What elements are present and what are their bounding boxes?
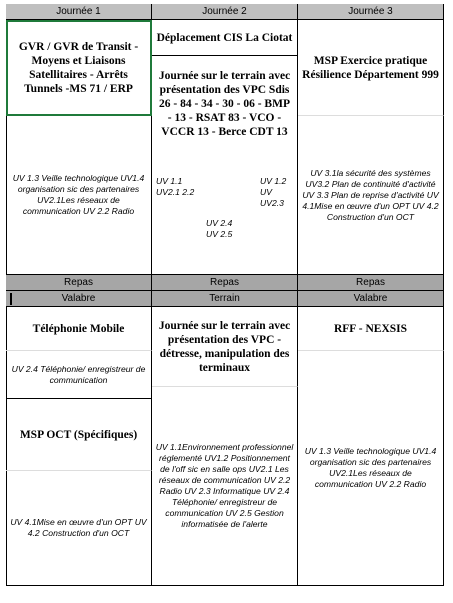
day2-morning-uv-area[interactable] [152,152,298,275]
day2-morning-uv-bottom: UV 2.4 UV 2.5 [206,218,233,239]
lieu-day1[interactable]: Valabre [6,291,152,307]
schedule-sheet [6,4,444,586]
day2-morning-title-b[interactable]: Journée sur le terrain avec présentation des VPC Sdis 26 - 84 - 34 - 30 - 06 - BMP - 13 - RSAT 83 - VCO - VCCR 13 - Berce CDT 13 [152,56,298,152]
day2-morning-title-a[interactable]: Déplacement CIS La Ciotat [152,20,298,56]
cell-cursor [10,293,12,305]
day2-afternoon-title[interactable]: Journée sur le terrain avec présentation des VPC - détresse, manipulation des terminaux [152,307,298,387]
day2-morning-uv-right: UV 1.2 UV UV2.3 [260,176,287,208]
day2-morning-uv-left: UV 1.1 UV2.1 2.2 [156,176,195,197]
header-day3[interactable]: Journée 3 [298,4,444,20]
repas-day1[interactable]: Repas [6,275,152,291]
day3-afternoon-title[interactable]: RFF - NEXSIS [298,307,444,351]
lieu-day3[interactable]: Valabre [298,291,444,307]
day1-afternoon-uv-a[interactable]: UV 2.4 Téléphonie/ enregistreur de communication [6,351,152,399]
header-day1[interactable]: Journée 1 [6,4,152,20]
day1-afternoon-title-a[interactable]: Téléphonie Mobile [6,307,152,351]
day2-afternoon-uv[interactable]: UV 1.1Environnement professionnel réglementé UV1.2 Positionnement de l'off sic en salle ops UV2.1 Les réseaux de communication UV 2.2 Radio UV 2.3 Informatique UV 2.4 Téléphonie/ enregistreur de communication UV 2.5 Gestion informatisée de l'alerte [152,387,298,586]
day3-afternoon-uv[interactable]: UV 1.3 Veille technologique UV1.4 organisation sic des partenaires UV2.1Les réseaux de communication UV 2.2 Radio [298,351,444,586]
lieu-day2[interactable]: Terrain [152,291,298,307]
day1-afternoon-title-b[interactable]: MSP OCT (Spécifiques) [6,399,152,471]
day1-afternoon-uv-b[interactable]: UV 4.1Mise en œuvre d'un OPT UV 4.2 Construction d'un OCT [6,471,152,586]
day3-morning-title[interactable]: MSP Exercice pratique Résilience Département 999 [298,20,444,116]
header-day2[interactable]: Journée 2 [152,4,298,20]
repas-day2[interactable]: Repas [152,275,298,291]
repas-day3[interactable]: Repas [298,275,444,291]
day3-morning-uv[interactable]: UV 3.1la sécurité des systèmes UV3.2 Plan de continuité d'activité UV 3.3 Plan de reprise d'activité UV 4.1Mise en œuvre d'un OPT UV 4.2 Construction d'un OCT [298,116,444,275]
day1-morning-title[interactable]: GVR / GVR de Transit - Moyens et Liaisons Satellitaires - Arrêts Tunnels -MS 71 / ERP [6,20,152,116]
day1-morning-uv[interactable]: UV 1.3 Veille technologique UV1.4 organisation sic des partenaires UV2.1Les réseaux de communication UV 2.2 Radio [6,116,152,275]
